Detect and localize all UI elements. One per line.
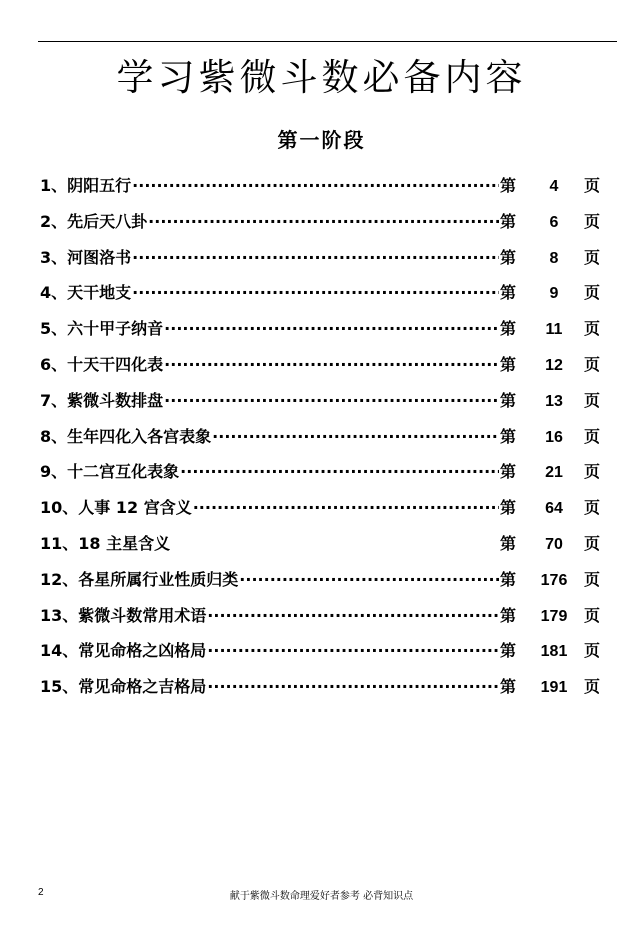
toc-entry-title: 六十甲子纳音 — [67, 319, 164, 339]
toc-entry-title: 生年四化入各宫表象 — [67, 426, 212, 446]
toc-entry[interactable] — [40, 490, 600, 526]
toc-page-prefix: 第 — [500, 677, 517, 697]
toc-page-prefix: 第 — [500, 319, 517, 339]
toc-entry-title: 18 主星含义 — [78, 533, 171, 553]
toc-entry-number: 13、 — [40, 605, 79, 625]
dot-leader — [148, 204, 499, 240]
toc-page-number: 13 — [545, 392, 563, 410]
toc-page-prefix: 第 — [500, 283, 517, 303]
dot-leader — [207, 633, 499, 669]
toc-page-prefix: 第 — [500, 426, 517, 446]
toc-entry[interactable] — [40, 240, 600, 276]
dot-leader — [239, 562, 499, 598]
toc-entry-number: 3、 — [40, 247, 68, 267]
toc-entry-label — [40, 562, 238, 598]
toc-page-prefix: 第 — [500, 354, 517, 374]
toc-entry-label — [40, 669, 206, 705]
dot-leader — [164, 311, 499, 347]
dot-leader — [164, 347, 499, 383]
toc-entry[interactable] — [40, 562, 600, 598]
toc-entry-title: 人事 12 宫含义 — [78, 498, 192, 518]
dot-leader — [207, 598, 499, 634]
toc-page-number: 16 — [545, 428, 563, 446]
toc-entry-title: 十二宫互化表象 — [67, 462, 180, 482]
toc-page-number: 8 — [549, 249, 559, 267]
toc-entry[interactable] — [40, 633, 600, 669]
toc-page-prefix: 第 — [500, 176, 517, 195]
dot-leader — [212, 419, 499, 455]
document-title: 学习紫微斗数必备内容 — [116, 56, 527, 99]
toc-page-prefix: 第 — [500, 605, 517, 625]
toc-page-suffix: 页 — [583, 247, 600, 267]
toc-page-number: 181 — [540, 643, 568, 661]
toc-entry-number: 2、 — [40, 211, 68, 231]
toc-page-number: 6 — [549, 213, 559, 231]
dot-leader — [207, 669, 499, 705]
dot-leader — [164, 383, 499, 419]
footer-text: 献于紫微斗数命理爱好者参考 必背知识点 — [229, 891, 414, 902]
toc-entry-label — [40, 633, 206, 669]
toc-entry[interactable] — [40, 598, 600, 634]
toc-page-number: 70 — [545, 535, 563, 553]
toc-entry-label — [40, 454, 179, 490]
toc-entry[interactable] — [40, 347, 600, 383]
toc-entry[interactable] — [40, 526, 600, 562]
toc-entry-title: 河图洛书 — [67, 247, 132, 267]
toc-page-number: 21 — [545, 464, 563, 482]
toc-page-suffix: 页 — [583, 533, 600, 553]
toc-entry-label — [40, 419, 211, 455]
dot-leader — [193, 490, 499, 526]
toc-page-suffix: 页 — [583, 462, 600, 482]
toc-entry-number: 14、 — [40, 641, 79, 661]
toc-page-suffix: 页 — [583, 498, 600, 518]
toc-entry-title: 紫微斗数排盘 — [67, 390, 164, 410]
toc-entry[interactable] — [40, 454, 600, 490]
toc-page-suffix: 页 — [583, 176, 600, 195]
table-of-contents — [40, 168, 600, 705]
toc-page-prefix: 第 — [500, 462, 517, 482]
dot-leader — [180, 454, 499, 490]
toc-page-number: 176 — [540, 571, 568, 589]
toc-page-number: 191 — [540, 679, 568, 697]
toc-entry-number: 8、 — [40, 426, 68, 446]
toc-entry-number: 10、 — [40, 498, 79, 518]
toc-entry-label — [40, 490, 192, 526]
toc-entry-number: 5、 — [40, 319, 68, 339]
toc-page-prefix: 第 — [500, 641, 517, 661]
toc-page-suffix: 页 — [583, 677, 600, 697]
dot-leader — [132, 168, 499, 204]
toc-entry-label — [40, 311, 163, 347]
toc-entry-title: 先后天八卦 — [67, 211, 148, 231]
toc-entry[interactable] — [40, 669, 600, 705]
dot-leader — [132, 240, 499, 276]
stage-heading: 第一阶段 — [277, 128, 366, 152]
toc-entry-title: 常见命格之凶格局 — [78, 641, 207, 661]
toc-entry-number: 12、 — [40, 569, 79, 589]
toc-page-number: 4 — [549, 178, 559, 195]
toc-entry[interactable] — [40, 168, 600, 204]
toc-entry[interactable] — [40, 275, 600, 311]
footer-page-number: 2 — [38, 887, 44, 898]
toc-entry-label — [40, 275, 131, 311]
toc-entry-title: 各星所属行业性质归类 — [78, 569, 239, 589]
toc-entry-label — [40, 383, 163, 419]
toc-page-prefix: 第 — [500, 211, 517, 231]
toc-entry[interactable] — [40, 383, 600, 419]
toc-entry-number: 4、 — [40, 283, 68, 303]
toc-page-number: 64 — [545, 500, 563, 518]
toc-entry-label — [40, 168, 131, 204]
toc-page-suffix: 页 — [583, 211, 600, 231]
toc-entry-title: 常见命格之吉格局 — [78, 677, 207, 697]
toc-entry-label — [40, 347, 163, 383]
toc-entry[interactable] — [40, 311, 600, 347]
header-rule — [38, 41, 617, 42]
toc-entry-title: 十天干四化表 — [67, 354, 164, 374]
toc-page-suffix: 页 — [583, 390, 600, 410]
toc-entry-number: 6、 — [40, 354, 68, 374]
toc-entry-label — [40, 598, 206, 634]
toc-entry-title: 紫微斗数常用术语 — [78, 605, 207, 625]
toc-page-number: 179 — [540, 607, 568, 625]
dot-leader — [132, 275, 499, 311]
toc-page-suffix: 页 — [583, 283, 600, 303]
toc-entry-label — [40, 204, 147, 240]
toc-entry-number: 15、 — [40, 677, 79, 697]
toc-entry-number: 7、 — [40, 390, 68, 410]
toc-entry-title: 天干地支 — [67, 283, 132, 303]
toc-page-number: 9 — [549, 285, 559, 303]
toc-page-prefix: 第 — [500, 247, 517, 267]
toc-entry-label — [40, 240, 131, 276]
toc-entry[interactable] — [40, 419, 600, 455]
toc-page-suffix: 页 — [583, 319, 600, 339]
toc-entry-number: 9、 — [40, 462, 68, 482]
toc-entry-number: 1、 — [40, 176, 68, 195]
toc-page-prefix: 第 — [500, 533, 517, 553]
toc-entry[interactable] — [40, 204, 600, 240]
toc-page-prefix: 第 — [500, 498, 517, 518]
toc-entry-number: 11、 — [40, 533, 79, 553]
toc-page-suffix: 页 — [583, 354, 600, 374]
toc-page-number: 12 — [545, 356, 563, 374]
toc-page-suffix: 页 — [583, 641, 600, 661]
toc-page-suffix: 页 — [583, 569, 600, 589]
toc-entry-title: 阴阳五行 — [67, 176, 132, 195]
toc-page-number: 11 — [545, 321, 563, 339]
toc-page-prefix: 第 — [500, 390, 517, 410]
toc-entry-label — [40, 526, 170, 562]
toc-page-prefix: 第 — [500, 569, 517, 589]
toc-page-suffix: 页 — [583, 426, 600, 446]
toc-page-suffix: 页 — [583, 605, 600, 625]
